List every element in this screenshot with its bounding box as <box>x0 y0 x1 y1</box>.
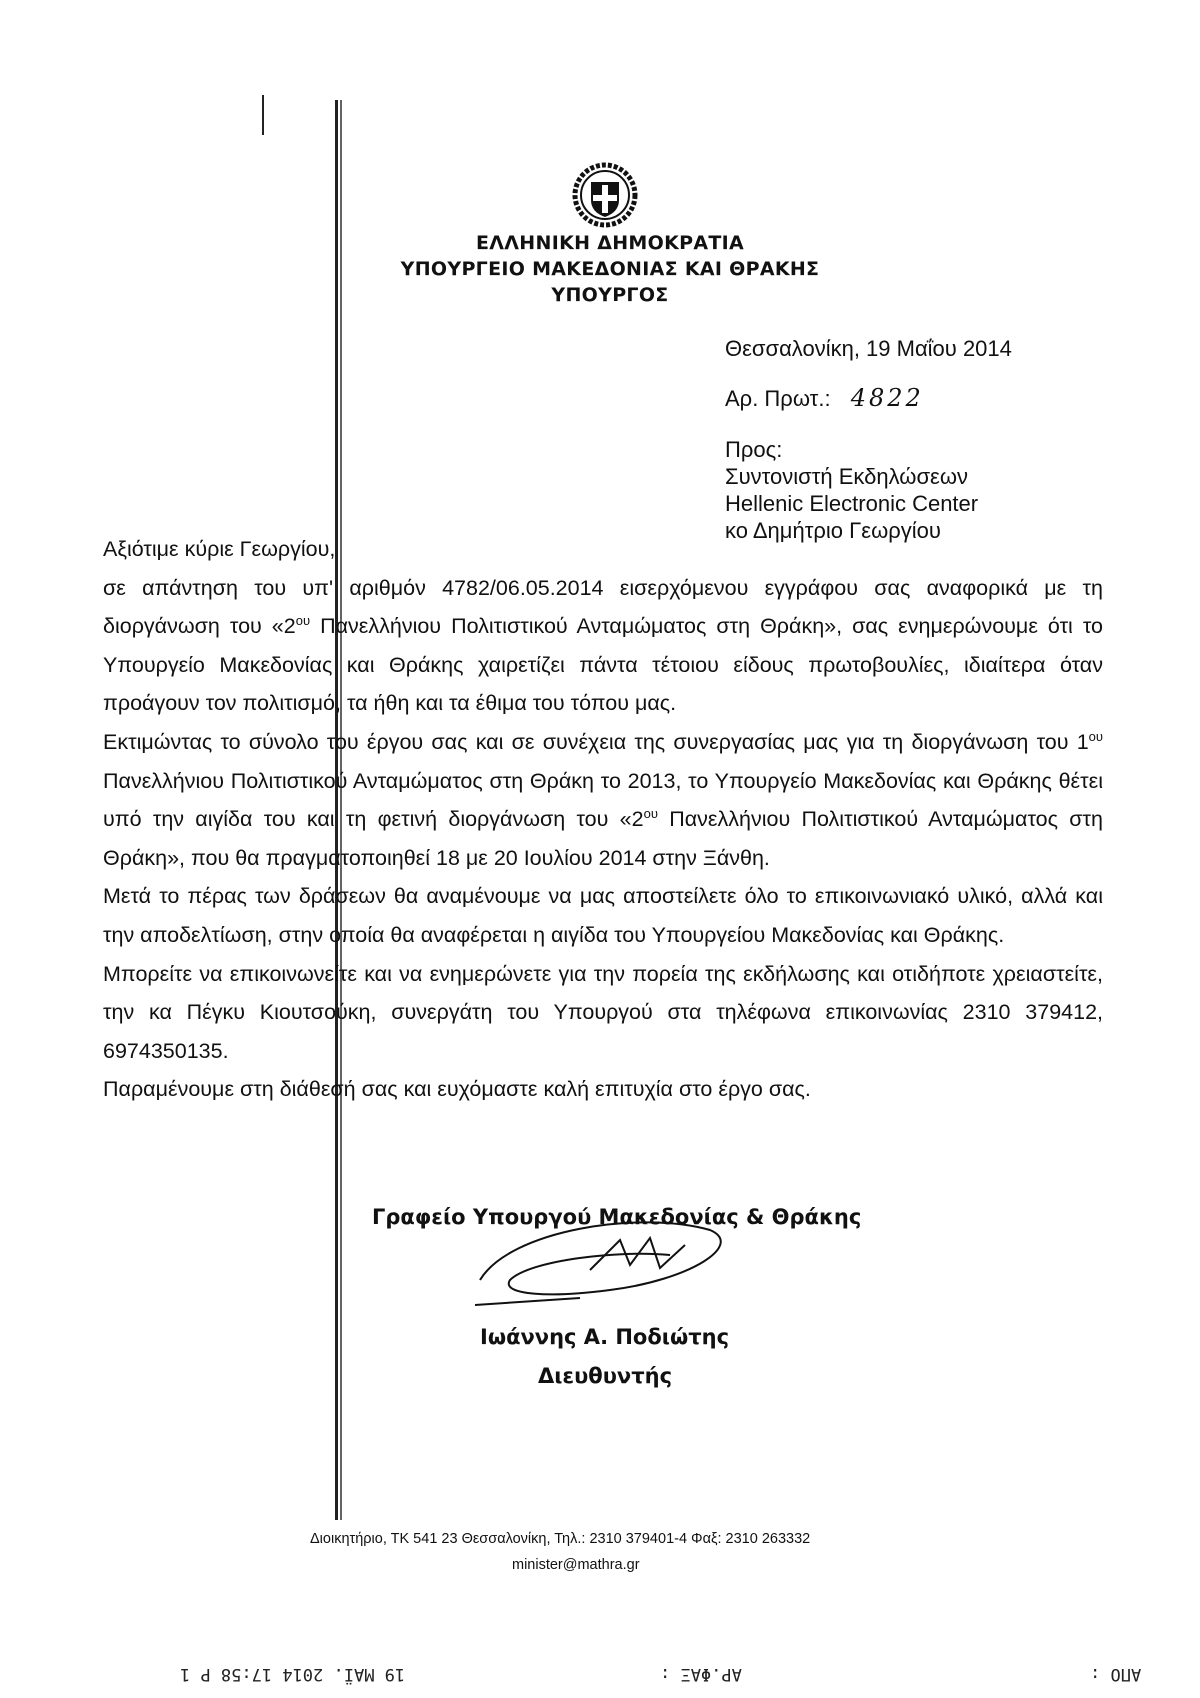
letterhead-ministry: ΥΠΟΥΡΓΕΙΟ ΜΑΚΕΔΟΝΙΑΣ ΚΑΙ ΘΡΑΚΗΣ <box>400 258 820 280</box>
protocol-number: 4822 <box>850 384 924 412</box>
recipient-line: Hellenic Electronic Center <box>725 491 979 516</box>
greek-coat-of-arms-icon <box>572 162 638 228</box>
protocol-label: Αρ. Πρωτ.: <box>725 386 831 411</box>
salutation: Αξιότιμε κύριε Γεωργίου, <box>103 537 336 561</box>
scan-line-left <box>262 95 264 135</box>
paragraph-5: Παραμένουμε στη διάθεσή σας και ευχόμαστε καλή επιτυχία στο έργο σας. <box>103 1077 811 1102</box>
signatory-title: Διευθυντής <box>538 1364 673 1388</box>
recipient-label: Προς: <box>725 437 783 462</box>
footer-address: Διοικητήριο, ΤΚ 541 23 Θεσσαλονίκη, Τηλ.: 2310 379401-4 Φαξ: 2310 263332 <box>310 1531 811 1547</box>
paragraph-2: Εκτιμώντας το σύνολο του έργου σας και σε συνέχεια της συνεργασίας μας για τη διοργάνωση του $1^{o\upsilon}$ Πανελλήνιου Πολιτιστικού Ανταμώματος στη Θράκη το 2013, το Υπουργείο Μακεδονίας και Θράκης θέτει υπό την αιγίδα του και τη φετινή διοργάνωση του «$2^{o\upsilon}$ Πανελλήνιου Πολιτιστικού Ανταμώματος στη Θράκη», που θα πραγματοποιηθεί 18 με 20 Ιουλίου 2014 στην Ξάνθη. <box>103 728 1103 870</box>
protocol-line <box>725 384 924 412</box>
fax-datetime: 19 ΜΑΪ. 2014 17:58 P 1 <box>180 1664 406 1684</box>
paragraph-4: Μπορείτε να επικοινωνείτε και να ενημερώνετε για την πορεία της εκδήλωσης και οτιδήποτε χρειαστείτε, την κα Πέγκυ Κιουτσούκη, συνεργάτη του Υπουργού στα τηλέφωνα επικοινωνίας 2310 379412, 6974350135. <box>103 961 1103 1063</box>
fax-from: ΑΠΟ : <box>1090 1664 1142 1684</box>
signatory-name: Ιωάννης Α. Ποδιώτης <box>480 1325 730 1349</box>
place-date: Θεσσαλονίκη, 19 Μαΐου 2014 <box>725 336 1012 361</box>
signature-office: Γραφείο Υπουργού Μακεδονίας & Θράκης <box>372 1205 862 1229</box>
paragraph-3: Μετά το πέρας των δράσεων θα αναμένουμε να μας αποστείλετε όλο το επικοινωνιακό υλικό, αλλά και την αποδελτίωση, στην οποία θα αναφέρεται η αιγίδα του Υπουργείου Μακεδονίας και Θράκης. <box>103 884 1103 947</box>
letterhead-republic: ΕΛΛΗΝΙΚΗ ΔΗΜΟΚΡΑΤΙΑ <box>476 232 744 254</box>
letter-body <box>103 530 1103 1109</box>
recipient-line: Συντονιστή Εκδηλώσεων <box>725 464 969 489</box>
recipient-line: κο Δημήτριο Γεωργίου <box>725 518 941 543</box>
letterhead-minister: ΥΠΟΥΡΓΟΣ <box>551 284 669 306</box>
recipient-block <box>725 436 978 544</box>
fax-number: ΑΡ.ΦΑΞ : <box>660 1664 742 1684</box>
handwritten-signature <box>470 1210 740 1320</box>
paragraph-1: σε απάντηση του υπ' αριθμόν 4782/06.05.2014 εισερχόμενου εγγράφου σας αναφορικά με τη διοργάνωση του «$2^{o\upsilon}$ Πανελλήνιου Πολιτιστικού Ανταμώματος στη Θράκη», σας ενημερώνουμε ότι το Υπουργείο Μακεδονίας και Θράκης χαιρετίζει πάντα τέτοιου είδους πρωτοβουλίες, ιδιαίτερα όταν προάγουν τον πολιτισμό, τα ήθη και τα έθιμα του τόπου μας. <box>103 575 1103 716</box>
footer-email: minister@mathra.gr <box>512 1557 640 1573</box>
